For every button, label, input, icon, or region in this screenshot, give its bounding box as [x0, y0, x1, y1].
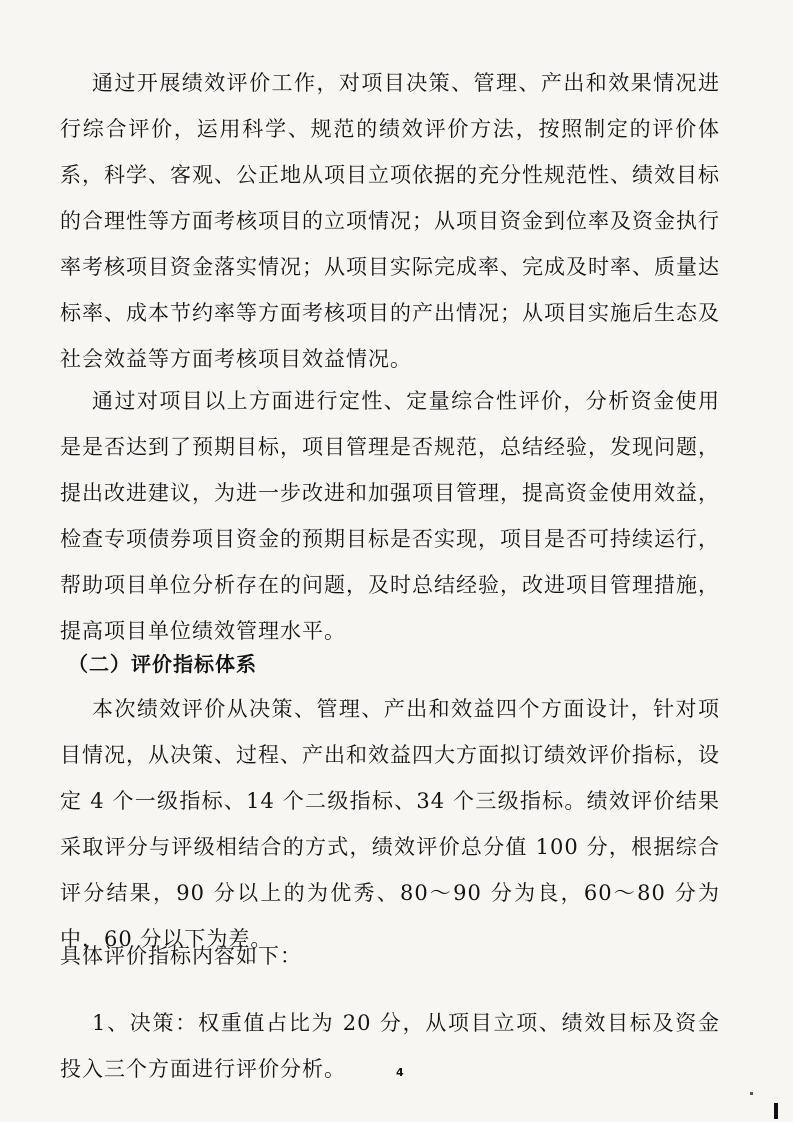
section-heading: （二）评价指标体系 — [68, 652, 257, 676]
body-paragraph: 1、决策：权重值占比为 20 分，从项目立项、绩效目标及资金投入三个方面进行评价分析。 — [60, 1011, 720, 1081]
body-paragraph: 本次绩效评价从决策、管理、产出和效益四个方面设计，针对项目情况，从决策、过程、产出和效益四大方面拟订绩效评价指标，设定 4 个一级指标、14 个二级指标、34 个三级指标。绩效评价结果采取评分与评级相结合的方式，绩效评价总分值 100 分，根据综合评分结果，90 分以上的为优秀、80～90 分为良，60～80 分为中，60 分以下为差。 — [60, 697, 720, 951]
page-number: 4 — [396, 1066, 404, 1079]
body-paragraph: 具体评价指标内容如下： — [60, 944, 302, 968]
scan-artifact — [774, 1103, 778, 1119]
scan-artifact — [750, 1092, 753, 1095]
body-paragraph: 通过对项目以上方面进行定性、定量综合性评价，分析资金使用是是否达到了预期目标，项目管理是否规范，总结经验，发现问题，提出改进建议，为进一步改进和加强项目管理，提高资金使用效益，检查专项债券项目资金的预期目标是否实现，项目是否可持续运行，帮助项目单位分析存在的问题，及时总结经验，改进项目管理措施，提高项目单位绩效管理水平。 — [60, 389, 720, 643]
body-paragraph: 通过开展绩效评价工作，对项目决策、管理、产出和效果情况进行综合评价，运用科学、规范的绩效评价方法，按照制定的评价体系，科学、客观、公正地从项目立项依据的充分性规范性、绩效目标的合理性等方面考核项目的立项情况；从项目资金到位率及资金执行率考核项目资金落实情况；从项目实际完成率、完成及时率、质量达标率、成本节约率等方面考核项目的产出情况；从项目实施后生态及社会效益等方面考核项目效益情况。 — [60, 71, 720, 371]
